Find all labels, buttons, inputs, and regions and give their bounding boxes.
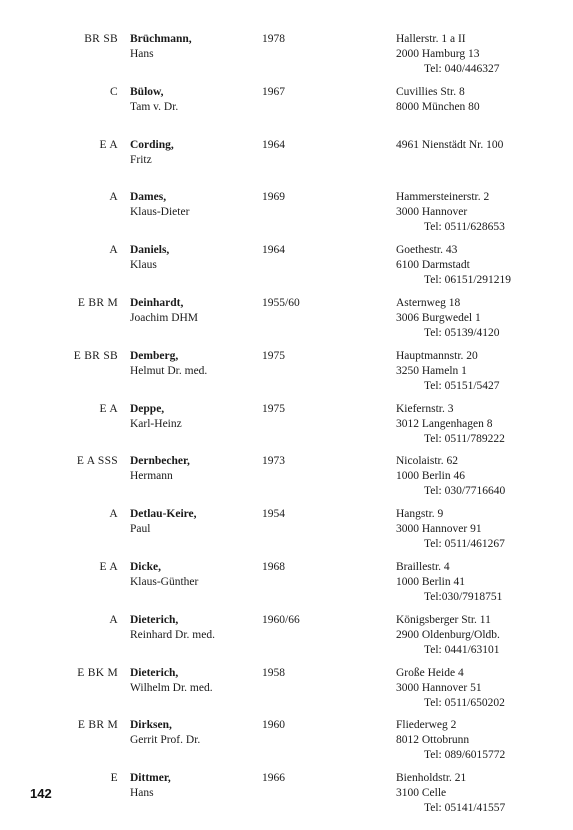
address bbox=[396, 402, 566, 447]
directory-entry bbox=[0, 718, 573, 771]
given-name: Wilhelm Dr. med. bbox=[130, 681, 213, 694]
address-line: 3006 Burgwedel 1 bbox=[396, 311, 481, 324]
member-name bbox=[130, 349, 255, 379]
member-name bbox=[130, 402, 255, 432]
member-since-year: 1967 bbox=[262, 85, 285, 98]
address bbox=[396, 296, 566, 341]
address bbox=[396, 666, 566, 711]
address bbox=[396, 243, 566, 288]
address-line: Braillestr. 4 bbox=[396, 560, 450, 573]
surname: Dieterich, bbox=[130, 666, 179, 679]
surname: Dittmer, bbox=[130, 772, 171, 785]
given-name: Reinhard Dr. med. bbox=[130, 628, 215, 641]
membership-codes: E BR M bbox=[77, 296, 118, 309]
member-name bbox=[130, 296, 255, 326]
membership-codes: A bbox=[109, 613, 118, 626]
telephone: Tel: 089/6015772 bbox=[424, 749, 506, 762]
given-name: Joachim DHM bbox=[130, 311, 199, 324]
telephone: Tel: 0511/789222 bbox=[424, 432, 505, 445]
address-line: Hangstr. 9 bbox=[396, 508, 444, 521]
membership-codes: C bbox=[110, 85, 118, 98]
member-name bbox=[130, 138, 255, 168]
address-line: Königsberger Str. 11 bbox=[396, 613, 491, 626]
address bbox=[396, 613, 566, 658]
given-name: Karl-Heinz bbox=[130, 417, 182, 430]
address-line: Asternweg 18 bbox=[396, 296, 461, 309]
surname: Dicke, bbox=[130, 560, 161, 573]
telephone: Tel: 05139/4120 bbox=[424, 326, 500, 339]
member-since-year: 1975 bbox=[262, 349, 285, 362]
address-line: Hallerstr. 1 a II bbox=[396, 33, 466, 45]
surname: Cording, bbox=[130, 138, 174, 151]
surname: Deinhardt, bbox=[130, 296, 184, 309]
address-line: 3000 Hannover bbox=[396, 206, 468, 219]
page-number: 142 bbox=[30, 786, 52, 801]
given-name: Tam v. Dr. bbox=[130, 100, 179, 113]
address-line: 8000 München 80 bbox=[396, 100, 480, 113]
surname: Daniels, bbox=[130, 244, 170, 257]
membership-codes: A bbox=[109, 244, 118, 257]
address bbox=[396, 560, 566, 605]
address bbox=[396, 349, 566, 394]
address-line: 1000 Berlin 41 bbox=[396, 575, 465, 588]
given-name: Klaus bbox=[130, 259, 157, 272]
given-name: Klaus-Dieter bbox=[130, 206, 190, 219]
address-line: 3250 Hameln 1 bbox=[396, 364, 467, 377]
member-since-year: 1973 bbox=[262, 455, 285, 468]
address-line: 2900 Oldenburg/Oldb. bbox=[396, 628, 500, 641]
address-line: 6100 Darmstadt bbox=[396, 259, 470, 272]
surname: Dirksen, bbox=[130, 719, 172, 732]
telephone: Tel: 030/7716640 bbox=[424, 485, 506, 498]
surname: Demberg, bbox=[130, 349, 179, 362]
directory-entry bbox=[0, 138, 573, 191]
surname: Detlau-Keire, bbox=[130, 508, 197, 521]
directory-entry bbox=[0, 771, 573, 824]
member-name bbox=[130, 718, 255, 748]
member-since-year: 1960 bbox=[262, 719, 285, 732]
address bbox=[396, 85, 566, 115]
address-line: Hammersteinerstr. 2 bbox=[396, 191, 490, 204]
membership-codes: A bbox=[109, 508, 118, 521]
address bbox=[396, 32, 566, 77]
address-line: Kiefernstr. 3 bbox=[396, 402, 454, 415]
address-line: 2000 Hamburg 13 bbox=[396, 48, 480, 60]
directory-entry bbox=[0, 613, 573, 666]
member-since-year: 1964 bbox=[262, 244, 285, 257]
member-name bbox=[130, 454, 255, 484]
telephone: Tel: 06151/291219 bbox=[424, 274, 512, 287]
address-line: Nicolaistr. 62 bbox=[396, 455, 458, 468]
membership-codes: E A SSS bbox=[76, 455, 118, 468]
address-line: Cuvillies Str. 8 bbox=[396, 85, 465, 98]
member-since-year: 1969 bbox=[262, 191, 285, 204]
membership-codes: E BR M bbox=[77, 719, 118, 732]
address bbox=[396, 138, 566, 153]
address bbox=[396, 507, 566, 552]
member-since-year: 1978 bbox=[262, 33, 285, 45]
address-line: 8012 Ottobrunn bbox=[396, 734, 470, 747]
surname: Dieterich, bbox=[130, 613, 179, 626]
membership-codes: E BK M bbox=[77, 666, 118, 679]
directory-entry bbox=[0, 349, 573, 402]
given-name: Hermann bbox=[130, 470, 173, 483]
address-line: Goethestr. 43 bbox=[396, 244, 458, 257]
member-name bbox=[130, 560, 255, 590]
address bbox=[396, 454, 566, 499]
member-name bbox=[130, 190, 255, 220]
telephone: Tel: 05141/41557 bbox=[424, 802, 506, 815]
membership-codes: E bbox=[110, 772, 118, 785]
membership-codes: E A bbox=[99, 402, 118, 415]
directory-entry bbox=[0, 507, 573, 560]
given-name: Gerrit Prof. Dr. bbox=[130, 734, 201, 747]
given-name: Paul bbox=[130, 523, 151, 536]
address-line: 1000 Berlin 46 bbox=[396, 470, 465, 483]
directory-entry bbox=[0, 296, 573, 349]
given-name: Fritz bbox=[130, 153, 152, 166]
member-name bbox=[130, 666, 255, 696]
member-since-year: 1964 bbox=[262, 138, 285, 151]
telephone: Tel: 0511/650202 bbox=[424, 696, 505, 709]
surname: Dames, bbox=[130, 191, 167, 204]
membership-codes: BR SB bbox=[84, 33, 118, 45]
surname: Brüchmann, bbox=[130, 33, 192, 45]
given-name: Hans bbox=[130, 787, 154, 800]
telephone: Tel: 05151/5427 bbox=[424, 379, 500, 392]
address-line: Große Heide 4 bbox=[396, 666, 464, 679]
telephone: Tel: 040/446327 bbox=[424, 63, 500, 75]
member-since-year: 1958 bbox=[262, 666, 285, 679]
member-directory-list bbox=[0, 32, 573, 824]
membership-codes: E A bbox=[99, 560, 118, 573]
given-name: Klaus-Günther bbox=[130, 575, 199, 588]
membership-codes: E A bbox=[99, 138, 118, 151]
given-name: Helmut Dr. med. bbox=[130, 364, 208, 377]
membership-codes: E BR SB bbox=[73, 349, 118, 362]
address-line: 4961 Nienstädt Nr. 100 bbox=[396, 138, 504, 151]
directory-entry bbox=[0, 402, 573, 455]
member-name bbox=[130, 507, 255, 537]
member-name bbox=[130, 243, 255, 273]
directory-entry bbox=[0, 190, 573, 243]
member-since-year: 1975 bbox=[262, 402, 285, 415]
directory-entry bbox=[0, 85, 573, 138]
member-since-year: 1954 bbox=[262, 508, 285, 521]
address-line: Fliederweg 2 bbox=[396, 719, 457, 732]
address bbox=[396, 771, 566, 816]
member-name bbox=[130, 85, 255, 115]
member-since-year: 1960/66 bbox=[262, 613, 300, 626]
address bbox=[396, 718, 566, 763]
directory-entry bbox=[0, 560, 573, 613]
telephone: Tel: 0511/628653 bbox=[424, 221, 505, 234]
directory-entry bbox=[0, 666, 573, 719]
member-since-year: 1955/60 bbox=[262, 296, 300, 309]
directory-entry bbox=[0, 243, 573, 296]
given-name: Hans bbox=[130, 48, 154, 60]
address bbox=[396, 190, 566, 235]
surname: Dernbecher, bbox=[130, 455, 190, 468]
address-line: 3000 Hannover 51 bbox=[396, 681, 482, 694]
surname: Bülow, bbox=[130, 85, 164, 98]
address-line: Bienholdstr. 21 bbox=[396, 772, 467, 785]
telephone: Tel: 0511/461267 bbox=[424, 538, 505, 551]
membership-codes: A bbox=[109, 191, 118, 204]
directory-entry bbox=[0, 454, 573, 507]
member-since-year: 1966 bbox=[262, 772, 285, 785]
surname: Deppe, bbox=[130, 402, 165, 415]
telephone: Tel:030/7918751 bbox=[424, 590, 503, 603]
address-line: 3012 Langenhagen 8 bbox=[396, 417, 493, 430]
member-since-year: 1968 bbox=[262, 560, 285, 573]
member-name bbox=[130, 613, 255, 643]
telephone: Tel: 0441/63101 bbox=[424, 643, 500, 656]
address-line: Hauptmannstr. 20 bbox=[396, 349, 478, 362]
directory-entry bbox=[0, 32, 573, 85]
member-name bbox=[130, 32, 255, 62]
address-line: 3100 Celle bbox=[396, 787, 447, 800]
address-line: 3000 Hannover 91 bbox=[396, 523, 482, 536]
member-name bbox=[130, 771, 255, 801]
